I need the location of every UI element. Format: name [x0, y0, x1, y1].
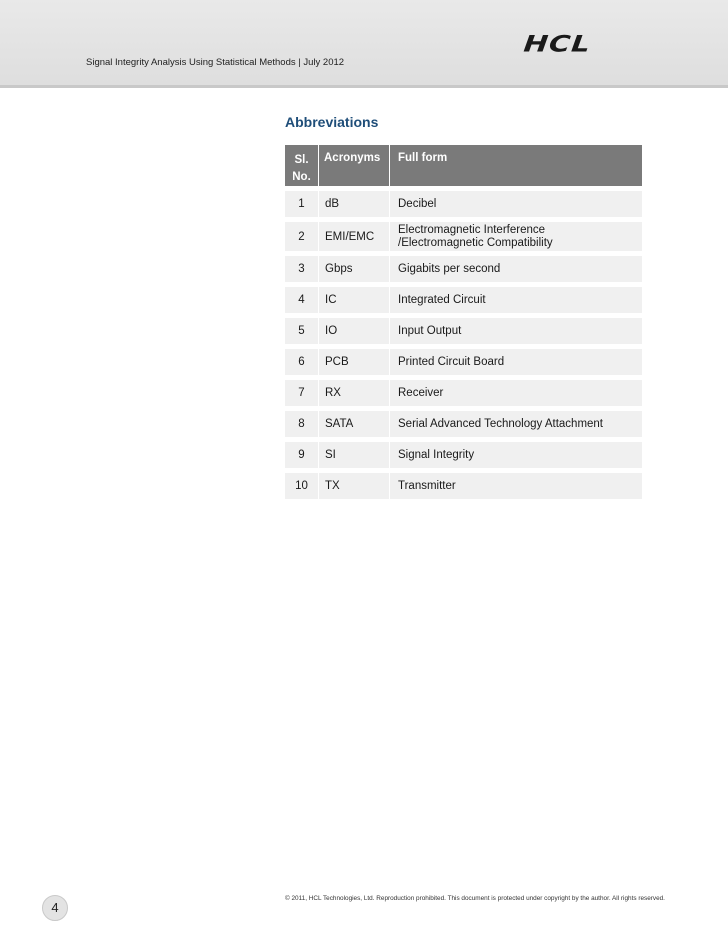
table-header-row [285, 145, 642, 186]
header-acronyms: Acronyms [319, 145, 390, 186]
cell-sl: 2 [285, 222, 319, 251]
cell-full-form: Printed Circuit Board [390, 349, 642, 375]
cell-full-form: Input Output [390, 318, 642, 344]
table-row [285, 318, 642, 344]
header-sl-line1: Sl. [294, 154, 309, 166]
cell-full-form: Serial Advanced Technology Attachment [390, 411, 642, 437]
cell-sl: 6 [285, 349, 319, 375]
page-header-band [0, 0, 728, 85]
table-row [285, 222, 642, 251]
cell-sl: 8 [285, 411, 319, 437]
header-sl-line2: No. [292, 171, 311, 183]
table-row [285, 473, 642, 499]
table-row [285, 442, 642, 468]
cell-full-form: Integrated Circuit [390, 287, 642, 313]
cell-sl: 4 [285, 287, 319, 313]
copyright-footer: © 2011, HCL Technologies, Ltd. Reproduction prohibited. This document is protected under copyright by the author. All rights reserved. [285, 895, 665, 902]
cell-full-form: Receiver [390, 380, 642, 406]
cell-sl: 5 [285, 318, 319, 344]
table-row [285, 411, 642, 437]
cell-full-form: Gigabits per second [390, 256, 642, 282]
cell-sl: 9 [285, 442, 319, 468]
cell-full-form: Decibel [390, 191, 642, 217]
table-row [285, 191, 642, 217]
cell-sl: 7 [285, 380, 319, 406]
cell-acronym: SATA [319, 411, 390, 437]
cell-full-form [390, 222, 642, 251]
cell-sl: 10 [285, 473, 319, 499]
hcl-logo: HCL [522, 30, 593, 58]
header-sl-no [285, 145, 319, 186]
cell-full-form: Signal Integrity [390, 442, 642, 468]
cell-sl: 1 [285, 191, 319, 217]
cell-acronym: IO [319, 318, 390, 344]
cell-full-form: Transmitter [390, 473, 642, 499]
cell-full-form-line2: /Electromagnetic Compatibility [398, 236, 553, 249]
table-row [285, 349, 642, 375]
header-divider [0, 85, 728, 88]
section-title: Abbreviations [285, 114, 379, 130]
cell-acronym: TX [319, 473, 390, 499]
abbreviations-table [285, 140, 642, 504]
table-row [285, 256, 642, 282]
page-number-badge: 4 [42, 895, 68, 921]
cell-acronym: EMI/EMC [319, 222, 390, 251]
header-subtitle: Signal Integrity Analysis Using Statistical Methods | July 2012 [86, 57, 345, 68]
cell-acronym: IC [319, 287, 390, 313]
header-full-form: Full form [390, 145, 642, 186]
cell-full-form-line1: Electromagnetic Interference [398, 223, 546, 236]
table-row [285, 287, 642, 313]
cell-sl: 3 [285, 256, 319, 282]
cell-acronym: Gbps [319, 256, 390, 282]
cell-acronym: PCB [319, 349, 390, 375]
cell-acronym: RX [319, 380, 390, 406]
table-row [285, 380, 642, 406]
cell-acronym: dB [319, 191, 390, 217]
cell-acronym: SI [319, 442, 390, 468]
